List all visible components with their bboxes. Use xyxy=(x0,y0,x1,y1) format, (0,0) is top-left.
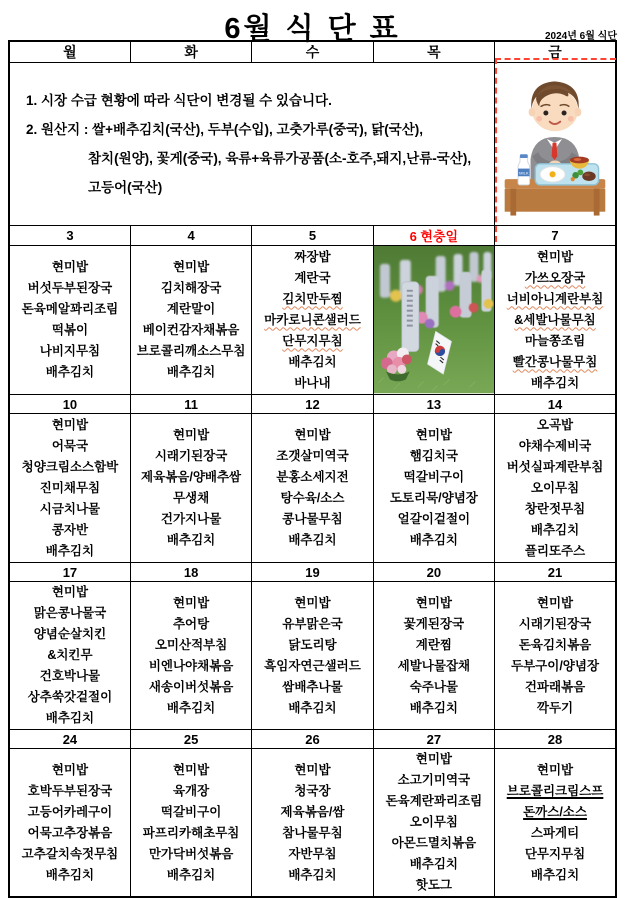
menu-item: 배추김치 xyxy=(409,533,459,547)
menu-item: 배추김치 xyxy=(409,700,459,715)
menu-item: 스파게티 xyxy=(530,825,580,840)
date-cell-21: 21 xyxy=(495,563,616,582)
menu-item: 브로콜리깨소스무침 xyxy=(136,344,246,358)
date-cell-28: 28 xyxy=(495,730,616,749)
menu-item: 현미밥 xyxy=(294,762,331,777)
menu-item: 단무지무침 xyxy=(282,333,343,348)
menu-list xyxy=(374,414,494,562)
menu-item: 무생채 xyxy=(172,491,210,505)
menu-item: 배추김치 xyxy=(530,867,580,882)
menu-item: 어묵고추장볶음 xyxy=(27,825,113,840)
menu-item: 고추갈치속젓무침 xyxy=(21,846,119,861)
page-title: 6월 식 단 표 xyxy=(224,13,401,45)
menu-item: 호박두부된장국 xyxy=(27,783,113,798)
menu-item: 가쓰오장국 xyxy=(524,270,586,285)
menu-item: 떡갈비구이 xyxy=(160,804,222,819)
menu-item: 오이무침 xyxy=(530,480,580,495)
menu-item: 상추쑥갓겉절이 xyxy=(27,690,113,704)
menu-item: 배추김치 xyxy=(45,711,95,725)
menu-item: 어묵국 xyxy=(51,438,89,453)
menu-cell-day-17 xyxy=(9,582,130,730)
milk-label: MILK xyxy=(519,170,529,176)
date-row-week-4 xyxy=(9,730,616,749)
menu-item: 세발나물잡채 xyxy=(397,658,471,673)
menu-item: 현미밥 xyxy=(536,595,574,610)
menu-item: 배추김치 xyxy=(166,365,216,379)
menu-item: 현미밥 xyxy=(415,752,452,766)
menu-item: 현미밥 xyxy=(415,595,452,610)
menu-item: 두부구이/양념장 xyxy=(511,658,600,673)
menu-item: 현미밥 xyxy=(51,260,89,274)
menu-item: 현미밥 xyxy=(172,595,210,610)
menu-list xyxy=(10,414,130,562)
menu-cell-day-5 xyxy=(252,246,373,395)
menu-item: 배추김치 xyxy=(166,700,216,715)
menu-row-week-2 xyxy=(9,414,616,563)
menu-cell-day-25 xyxy=(130,749,251,898)
weekday-header-화: 화 xyxy=(130,41,251,63)
menu-item: 쌈배추나물 xyxy=(282,679,343,694)
menu-item: 현미밥 xyxy=(294,595,331,610)
menu-item: 베이컨감자채볶음 xyxy=(142,323,240,337)
menu-list xyxy=(10,246,130,394)
menu-item: 만가닥버섯볶음 xyxy=(148,846,234,861)
menu-cell-day-4 xyxy=(130,246,251,395)
menu-list xyxy=(131,749,251,896)
menu-cell-day-20 xyxy=(373,582,494,730)
menu-item: 마카로니콘샐러드 xyxy=(264,312,361,327)
menu-item: 추어탕 xyxy=(172,616,210,631)
menu-list xyxy=(252,582,372,729)
weekday-header-수: 수 xyxy=(252,41,373,63)
date-cell-17: 17 xyxy=(9,563,130,582)
date-cell-holiday: 6 현충일 xyxy=(373,226,494,246)
student-eating-clipart-svg xyxy=(497,68,613,219)
weekday-header-금: 금 xyxy=(495,41,616,63)
menu-cell-day-11 xyxy=(130,414,251,563)
menu-item: 배추김치 xyxy=(409,857,459,871)
menu-item: 육개장 xyxy=(172,783,210,798)
menu-item: 빨간콩나물무침 xyxy=(512,354,598,369)
menu-item: 오곡밥 xyxy=(536,417,574,432)
menu-item: 시금치나물 xyxy=(39,501,101,516)
date-cell-4: 4 xyxy=(130,226,251,246)
notice-line-1: 1. 시장 수급 현황에 따라 식단이 변경될 수 있습니다. xyxy=(26,93,332,108)
date-cell-5: 5 xyxy=(252,226,373,246)
date-cell-7: 7 xyxy=(495,226,616,246)
date-row-week-2 xyxy=(9,395,616,414)
menu-item: 고등어카레구이 xyxy=(27,804,113,819)
menu-list xyxy=(10,582,130,729)
menu-cell-day-19 xyxy=(252,582,373,730)
menu-cell-day-7 xyxy=(495,246,616,395)
date-cell-10: 10 xyxy=(9,395,130,414)
menu-item: 오이무침 xyxy=(409,815,459,829)
date-cell-11: 11 xyxy=(130,395,251,414)
menu-item: 배추김치 xyxy=(166,533,216,547)
menu-item: 소고기미역국 xyxy=(397,773,471,787)
date-cell-24: 24 xyxy=(9,730,130,749)
menu-item: 배추김치 xyxy=(288,354,337,369)
date-cell-19: 19 xyxy=(252,563,373,582)
menu-item: 얼갈이겉절이 xyxy=(397,512,471,526)
menu-item: 배추김치 xyxy=(45,543,95,558)
menu-item: 버섯두부된장국 xyxy=(27,281,113,295)
menu-item: 현미밥 xyxy=(172,762,210,777)
menu-item: 배추김치 xyxy=(288,533,337,547)
menu-cell-day-24 xyxy=(9,749,130,898)
menu-cell-day-28 xyxy=(495,749,616,898)
menu-item: 배추김치 xyxy=(166,867,216,882)
menu-cell-day-21 xyxy=(495,582,616,730)
menu-item: 자반무침 xyxy=(288,846,337,861)
date-cell-13: 13 xyxy=(373,395,494,414)
menu-item: 제육볶음/양배추쌈 xyxy=(141,470,242,484)
menu-list xyxy=(252,414,372,562)
menu-item: 배추김치 xyxy=(288,867,337,882)
menu-item: 계란국 xyxy=(294,270,331,285)
menu-cell-day-18 xyxy=(130,582,251,730)
menu-item: 브로콜리크림스프 xyxy=(506,783,604,798)
date-cell-26: 26 xyxy=(252,730,373,749)
menu-item: 현미밥 xyxy=(51,762,89,777)
menu-cell-day-13 xyxy=(373,414,494,563)
menu-item: 현미밥 xyxy=(536,249,574,264)
date-cell-20: 20 xyxy=(373,563,494,582)
document-date-label: 2024년 6월 식단 xyxy=(544,31,617,42)
menu-cell-day-14 xyxy=(495,414,616,563)
menu-item: 유부맑은국 xyxy=(282,616,343,631)
date-cell-14: 14 xyxy=(495,395,616,414)
menu-item: 청국장 xyxy=(294,783,331,798)
menu-item: 김치만두찜 xyxy=(282,291,343,306)
menu-item: 조갯살미역국 xyxy=(276,449,349,463)
menu-row-week-4 xyxy=(9,749,616,898)
menu-item: 돈까스/소스 xyxy=(523,804,587,819)
notice-cell xyxy=(9,63,495,226)
menu-item: 새송이버섯볶음 xyxy=(148,679,234,694)
menu-item: 햄김치국 xyxy=(409,449,459,463)
menu-item: 마늘쫑조림 xyxy=(524,333,586,348)
date-cell-3: 3 xyxy=(9,226,130,246)
menu-item: 건호박나물 xyxy=(39,669,101,683)
menu-item: 현미밥 xyxy=(51,417,89,432)
menu-item: 짜장밥 xyxy=(294,249,331,264)
menu-item: 돈육계란꽈리조림 xyxy=(385,794,483,808)
date-cell-25: 25 xyxy=(130,730,251,749)
menu-item: 떡갈비구이 xyxy=(403,470,465,484)
print-area-dashed-line-vertical xyxy=(495,58,497,242)
menu-item: 청양크림소스함박 xyxy=(21,459,119,474)
menu-row-week-3 xyxy=(9,582,616,730)
menu-item: 배추김치 xyxy=(45,867,95,882)
menu-item: 제육볶음/쌈 xyxy=(280,804,345,819)
menu-item: 버섯실파계란부침 xyxy=(506,459,604,474)
menu-item: 야채수제비국 xyxy=(518,438,592,453)
notice-row xyxy=(9,63,616,226)
menu-item: 아몬드멸치볶음 xyxy=(391,836,477,850)
menu-item: 숙주나물 xyxy=(409,679,459,694)
print-area-dashed-line-horizontal xyxy=(495,58,616,60)
menu-item: 참나물무침 xyxy=(282,825,343,840)
menu-cell-day-10 xyxy=(9,414,130,563)
menu-item: 양념순살치킨 xyxy=(33,627,107,641)
menu-list xyxy=(374,749,494,896)
menu-item: 현미밥 xyxy=(172,428,210,442)
menu-item: 바나내 xyxy=(294,375,331,390)
menu-item: &세발나물무침 xyxy=(514,312,596,327)
menu-item: 돈육김치볶음 xyxy=(518,637,592,652)
menu-list xyxy=(131,582,251,729)
menu-item: 콩나물무침 xyxy=(282,512,343,526)
menu-item: 콩자반 xyxy=(51,522,89,537)
menu-table xyxy=(8,40,617,898)
menu-item: 분홍소세지전 xyxy=(276,470,349,484)
menu-list xyxy=(131,414,251,562)
menu-item: 떡볶이 xyxy=(51,323,89,337)
menu-cell-day-27 xyxy=(373,749,494,898)
menu-item: &치킨무 xyxy=(47,648,93,662)
menu-list xyxy=(131,246,251,394)
menu-item: 창란젓무침 xyxy=(524,501,586,516)
menu-item: 건가지나물 xyxy=(160,512,222,526)
menu-item: 플리또주스 xyxy=(524,543,586,558)
memorial-cemetery-photo xyxy=(374,246,494,393)
menu-item: 김치해장국 xyxy=(160,281,222,295)
menu-item: 나비지무침 xyxy=(39,344,101,358)
weekday-header-월: 월 xyxy=(9,41,130,63)
menu-item: 배추김치 xyxy=(288,700,337,715)
menu-list xyxy=(495,749,615,896)
menu-cell-day-26 xyxy=(252,749,373,898)
menu-item: 꽃게된장국 xyxy=(403,616,465,631)
student-eating-clipart xyxy=(495,63,616,226)
menu-item: 시래기된장국 xyxy=(154,449,228,463)
menu-item: 진미채무침 xyxy=(39,480,101,495)
menu-list xyxy=(495,414,615,562)
menu-item: 너비아니계란부침 xyxy=(506,291,604,306)
date-row-week-1 xyxy=(9,226,616,246)
menu-list xyxy=(10,749,130,896)
notice-line-2: 2. 원산지 : 쌀+배추김치(국산), 두부(수입), 고춧가루(중국), 닭(국산), xyxy=(26,122,424,137)
menu-list xyxy=(495,582,615,729)
menu-item: 계란말이 xyxy=(166,302,216,316)
date-cell-27: 27 xyxy=(373,730,494,749)
menu-item: 현미밥 xyxy=(294,428,331,442)
menu-item: 건파래볶음 xyxy=(524,679,586,694)
menu-item: 현미밥 xyxy=(536,762,574,777)
menu-row-week-1 xyxy=(9,246,616,395)
menu-item: 배추김치 xyxy=(530,375,580,390)
menu-item: 현미밥 xyxy=(415,428,452,442)
menu-item: 배추김치 xyxy=(530,522,580,537)
menu-list xyxy=(374,582,494,729)
weekday-header-목: 목 xyxy=(373,41,494,63)
menu-item: 현미밥 xyxy=(51,585,89,599)
memorial-day-photo-cell xyxy=(373,246,494,395)
notice-line-4: 고등어(국산) xyxy=(88,180,163,195)
date-cell-18: 18 xyxy=(130,563,251,582)
menu-item: 오미산적부침 xyxy=(154,637,228,652)
menu-cell-day-12 xyxy=(252,414,373,563)
menu-list xyxy=(252,246,372,394)
menu-item: 현미밥 xyxy=(172,260,210,274)
menu-item: 탕수육/소스 xyxy=(280,491,345,505)
menu-item: 단무지무침 xyxy=(524,846,586,861)
menu-item: 계란찜 xyxy=(415,637,452,652)
menu-item: 닭도리탕 xyxy=(288,637,337,652)
menu-item: 핫도그 xyxy=(415,878,452,892)
menu-item: 맑은콩나물국 xyxy=(33,606,107,620)
menu-item: 파프리카해초무침 xyxy=(142,825,240,840)
menu-item: 배추김치 xyxy=(45,365,95,379)
menu-item: 비엔나야채볶음 xyxy=(148,658,234,673)
date-row-week-3 xyxy=(9,563,616,582)
menu-item: 돈육메알꽈리조림 xyxy=(21,302,119,316)
menu-item: 도토리묵/양념장 xyxy=(389,491,478,505)
menu-item: 흑임자연근샐러드 xyxy=(264,658,361,673)
notice-line-3: 참치(원양), 꽃게(중국), 육류+육류가공품(소-호주,돼지,난류-국산), xyxy=(88,151,472,166)
menu-list xyxy=(252,749,372,896)
menu-item: 깍두기 xyxy=(536,700,574,715)
date-cell-12: 12 xyxy=(252,395,373,414)
menu-cell-day-3 xyxy=(9,246,130,395)
menu-list xyxy=(495,246,615,394)
menu-item: 시래기된장국 xyxy=(518,616,592,631)
